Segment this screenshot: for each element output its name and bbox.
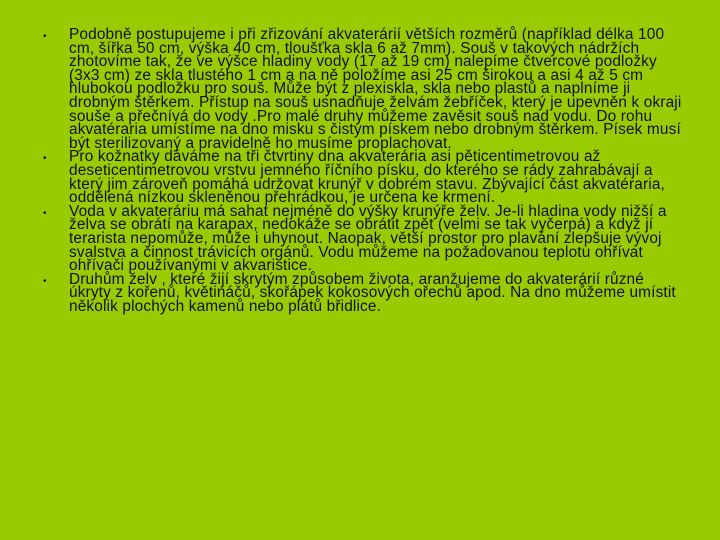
list-item [0, 148, 720, 207]
list-item [0, 270, 720, 315]
list-item [0, 28, 720, 150]
paragraph-text: Druhům želv , které žijí skrytým způsobem života, aranžujeme do akvaterárií různé úkryty z kořenů, květináčů, skořápek kokosových ořechů apod. Na dno můžeme umístit několik plochých kamenů nebo plátů břidlice. [69, 270, 676, 315]
bullet-dot-icon: • [43, 31, 47, 42]
list-item [0, 202, 720, 275]
paragraph-text: Voda v akvateráriu má sahat nejméně do výšky krunýře želv. Je-li hladina vody nižší a želva se obrátí na karapax, nedokáže se obrátit zpět (velmi se tak vyčerpá) a když jí terarista nepomůže, může i uhynout. Naopak, větší prostor pro plavání zlepšuje vývoj svalstva a činnost trávicích orgánů. Vodu můžeme na požadovanou teplotu ohřívat ohřívači používanými v akvaristice. [69, 202, 667, 275]
bullet-dot-icon: • [43, 275, 47, 287]
paragraph-text: Podobně postupujeme i při zřizování akvaterárií větších rozměrů (například délka 100 cm, šířka 50 cm, výška 40 cm, tloušťka skla 6 až 7mm). Souš v takových nádržích zhotovíme tak, že ve výšce hladiny vody (17 až 19 cm) nalepíme čtvercové podložky (3x3 cm) ze skla tlustého 1 cm a na ně položíme asi 25 cm širokou a asi 4 až 5 cm hlubokou podložku pro souš. Může být z plexiskla, skla nebo plastů a naplníme ji drobným štěrkem. Přístup na souš usnadňuje želvám žebříček, který je upevněn k okraji souše a přečnívá do vody .Pro malé druhy můžeme zavěsit souš nad vodu. Do rohu akvatéraria umístíme na dno misku s čistým pískem nebo drobným štěrkem. Písek musí být sterilizovaný a pravidelně ho musíme proplachovat. [69, 26, 682, 152]
bullet-dot-icon: • [43, 207, 47, 219]
bullet-list [0, 28, 720, 313]
paragraph-text: Pro kožnatky dáváme na tři čtvrtiny dna akvateráriа asi pěticentimetrovou až deseticentimetrovou vrstvu jemného říčního písku, do kterého se rády zahrabávají a který jim zároveň pomáhá udržovat krunýř v dobrém stavu. Zbývající část akvatéraria, oddělená nízkou skleněnou přehrádkou, je určena ke krmení. [69, 148, 665, 207]
bullet-dot-icon: • [43, 153, 47, 165]
